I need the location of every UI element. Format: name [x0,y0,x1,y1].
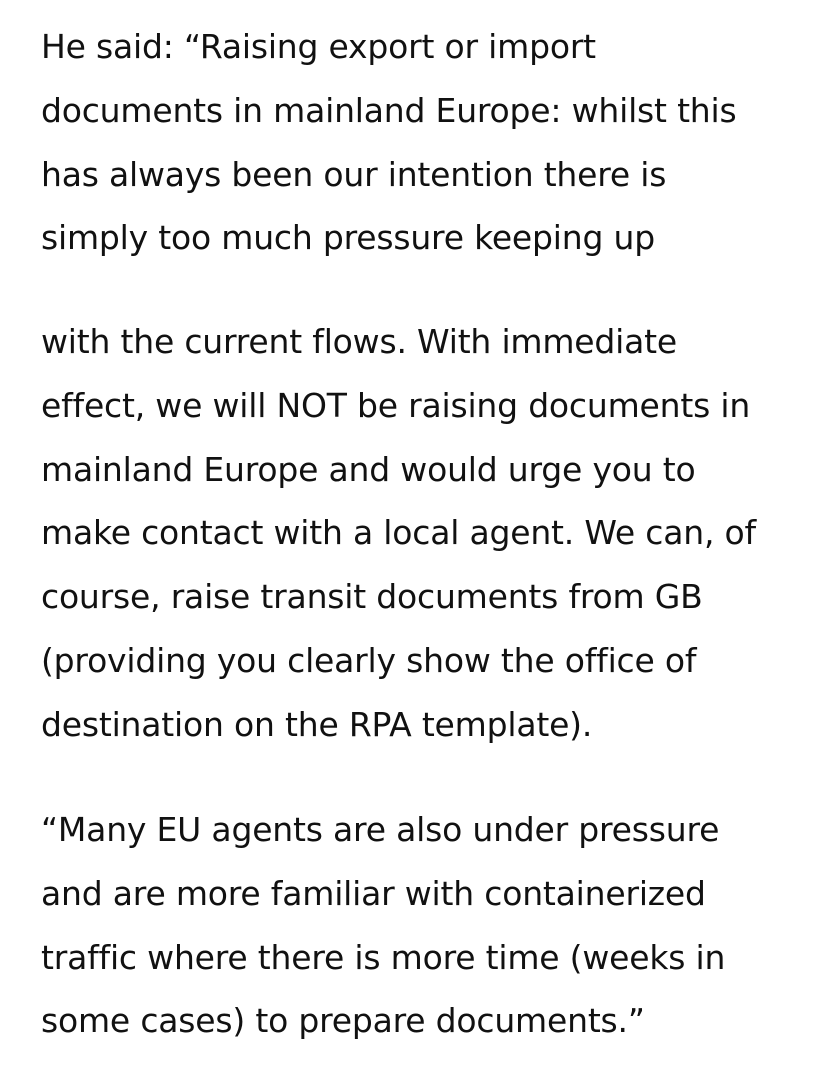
text-line: simply too much pressure keeping up [41,218,655,258]
text-line: and are more familiar with containerized [41,873,706,913]
text-line: documents in mainland Europe: whilst this [41,90,737,130]
paragraph-quote-continued [41,310,756,757]
paragraph-eu-agents-quote [41,798,725,1053]
text-line: effect, we will NOT be raising documents in [41,385,751,425]
text-line: course, raise transit documents from GB [41,577,703,617]
paragraph-quote-intro [41,15,736,270]
text-line: make contact with a local agent. We can, of [41,513,756,553]
text-line: (providing you clearly show the office of [41,640,697,680]
text-line: mainland Europe and would urge you to [41,449,696,489]
text-line: “Many EU agents are also under pressure [41,810,720,849]
text-line: has always been our intention there is [41,154,667,194]
text-line: destination on the RPA template). [41,704,593,744]
text-line: traffic where there is more time (weeks in [41,937,726,977]
text-line: with the current flows. With immediate [41,322,677,361]
text-line: some cases) to prepare documents.” [41,1001,645,1041]
text-line: He said: “Raising export or import [41,27,596,66]
